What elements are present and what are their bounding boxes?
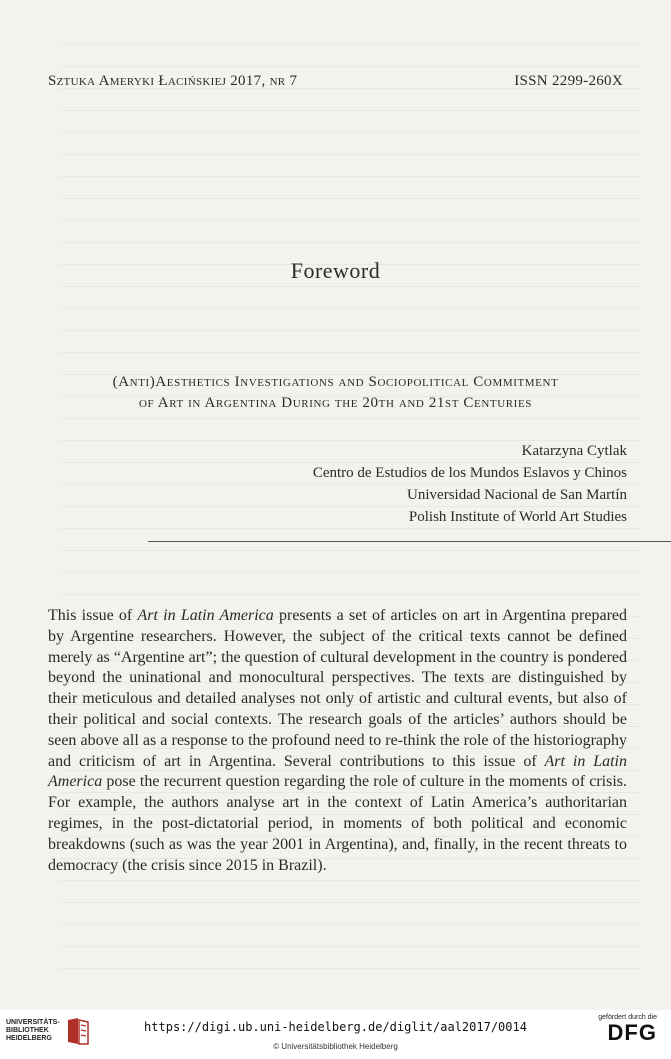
article-title: Foreword [290,258,381,283]
subtitle-line-1: (Anti)Aesthetics Investigations and Sociopolitical Commitment [112,374,559,390]
body-text: This issue of [48,607,138,624]
journal-title-italic: Art in Latin America [48,752,627,791]
journal-name: Sztuka Ameryki Łacińskiej [48,73,227,89]
running-header [48,73,623,90]
viewer-footer [0,1010,671,1059]
body-text: pose the recurrent question regarding the role of culture in the moments of crisis. For example, the authors analyse art in the context of Latin America’s authoritarian regimes, in the post-dictatorial period, in moments of both political and economic breakdowns (such as was the year 2001 in Argentina), and, finally, in the recent threats to democracy (the crisis since 2015 in Brazil). [48,773,627,874]
body-text: presents a set of articles on art in Argentina prepared by Argentine researchers. However, the subject of the critical texts cannot be defined merely as “Argentine art”; the question of cultural development in the country is pondered beyond the uninational and monocultural perspectives. The texts are distinguished by their meticulous and detailed analyses not only of artistic and cultural events, but also of their political and social contexts. The research goals of the articles’ authors should be seen above all as a response to the profound need to re-think the role of the historiography and criticism of art in Argentina. Several contributions to this issue of [48,607,627,770]
journal-info [48,73,297,90]
separator-rule [148,541,671,542]
journal-title-italic: Art in Latin America [137,607,274,624]
copyright-notice: © Universitätsbibliothek Heidelberg [273,1042,398,1051]
journal-year: 2017, [230,73,266,89]
issue-prefix: nr [269,73,286,89]
article-subtitle [40,372,631,414]
affiliation: Universidad Nacional de San Martín [407,487,627,503]
issn: ISSN 2299-260X [514,73,623,89]
subtitle-line-2: of Art in Argentina During the 20th and 21st Centuries [139,395,532,411]
library-line: UNIVERSITÄTS- [6,1019,60,1026]
permalink-url[interactable]: https://digi.ub.uni-heidelberg.de/diglit/aal2017/0014 [144,1020,527,1034]
affiliation: Polish Institute of World Art Studies [408,509,627,525]
author-name: Katarzyna Cytlak [521,443,627,459]
dfg-logo[interactable] [598,1014,657,1045]
author-block [313,440,627,528]
dfg-wordmark: DFG [607,1020,657,1045]
issue-number: 7 [289,73,298,89]
dfg-funding-note: gefördert durch die [598,1014,657,1021]
library-line: BIBLIOTHEK [6,1027,49,1034]
body-paragraph [48,606,627,876]
library-line: HEIDELBERG [6,1035,52,1042]
affiliation: Centro de Estudios de los Mundos Eslavos y Chinos [312,465,627,481]
